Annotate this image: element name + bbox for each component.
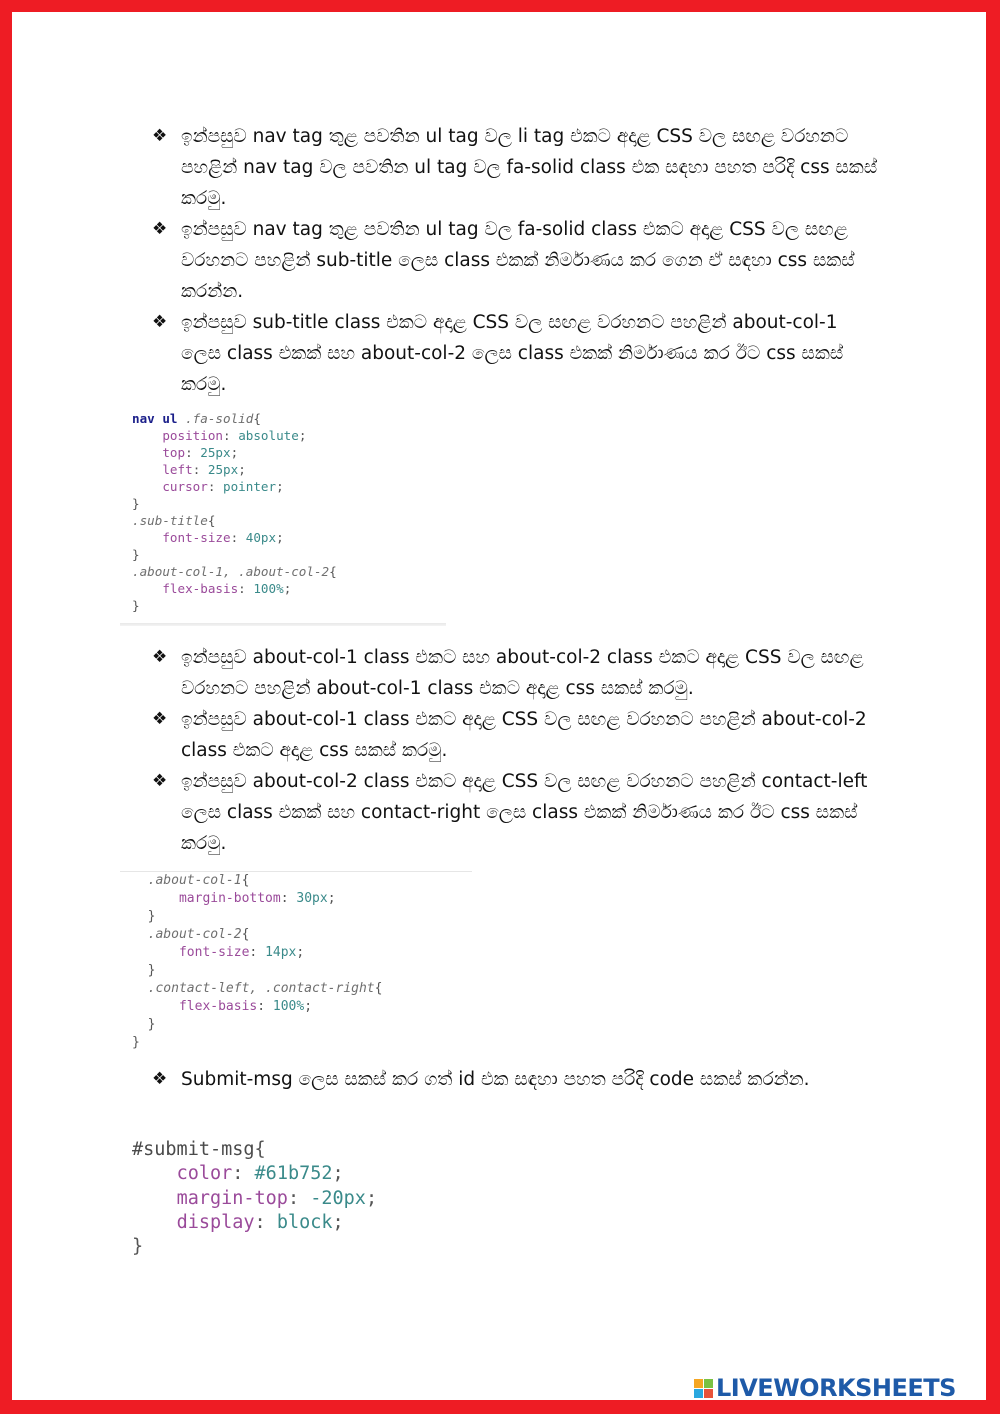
logo-square-3 [694, 1389, 703, 1398]
code-snippet-about-contact [120, 871, 472, 1051]
instruction-text: ඉන්පසුව about-col-1 class එකට අදාළ CSS වල සඟළ වරහනට පහළින් about-col-2 class එකට අදාළ css සකස් කරමු. [181, 709, 867, 761]
code-colon: : [249, 945, 266, 960]
logo-square-2 [704, 1379, 713, 1388]
code-colon: : [192, 462, 208, 477]
code-colon: : [257, 999, 273, 1014]
bullet-diamond-icon: ❖ [152, 647, 168, 667]
code-line [132, 512, 446, 529]
code-value: pointer [223, 479, 277, 494]
code-semicolon: ; [327, 891, 336, 906]
code-brace: } [132, 1236, 144, 1258]
code-value: -20px [310, 1187, 366, 1209]
code-line [132, 962, 472, 980]
code-semicolon: ; [332, 1211, 344, 1233]
logo-text: LIVEWORKSHEETS [716, 1374, 956, 1402]
code-line [132, 580, 446, 597]
code-semicolon: ; [304, 999, 313, 1014]
bullet-diamond-icon: ❖ [152, 126, 168, 146]
instruction-text: ඉන්පසුව about-col-1 class එකට සහ about-col-2 class එකට අදාළ CSS වල සඟළ වරහනට පහළින් about-col-1 class එකට අදාළ css සකස් කරමු. [181, 647, 864, 699]
bullet-diamond-icon: ❖ [152, 709, 168, 729]
code-value: 25px [207, 462, 239, 477]
instruction-text: Submit-msg ලෙස සකස් කර ගත් id එක සඳහා පහත පරිදි code සකස් කරන්න. [181, 1069, 810, 1090]
instruction-item [152, 307, 882, 400]
code-line [132, 461, 446, 478]
code-selector: { [207, 513, 216, 528]
code-selector: { [253, 411, 261, 426]
code-semicolon: ; [283, 581, 292, 596]
logo-square-1 [694, 1379, 703, 1388]
code-line [132, 890, 472, 908]
code-selector: .sub-title [132, 513, 208, 528]
code-selector: .about-col-2 [132, 927, 242, 942]
instruction-text: ඉන්පසුව sub-title class එකට අදාළ CSS වල සඟළ වරහනට පහළින් about-col-1 ලෙස class එකක් සහ about-col-2 ලෙස class එකක් නිර්මාණය කර ඊට css සකස් කරමු. [181, 312, 844, 395]
code-line [132, 495, 446, 512]
code-line [132, 998, 472, 1016]
code-property: margin-bottom [178, 891, 281, 906]
logo-grid-icon [694, 1379, 713, 1398]
code-selector: { [254, 1139, 266, 1160]
code-selector: { [241, 927, 250, 942]
code-selector: nav ul [132, 411, 186, 426]
code-property: margin-top [176, 1187, 288, 1209]
code-semicolon: ; [332, 1163, 344, 1185]
code-property: cursor [162, 479, 208, 494]
code-colon: : [280, 891, 297, 906]
code-property: font-size [178, 945, 250, 960]
code-line [132, 427, 446, 444]
code-selector: .fa-solid [185, 411, 254, 426]
code-value: 100% [253, 581, 284, 596]
code-brace: } [132, 496, 140, 511]
code-line [132, 1138, 420, 1162]
code-property: font-size [162, 530, 231, 545]
code-colon: : [254, 1211, 277, 1233]
code-colon: : [230, 530, 246, 545]
code-brace: } [132, 963, 156, 978]
instruction-item [152, 214, 882, 307]
code-snippet-nav-fa-solid [120, 410, 446, 626]
code-line [132, 908, 472, 926]
code-line [132, 872, 472, 890]
liveworksheets-logo [694, 1374, 956, 1402]
code-property: left [162, 462, 193, 477]
code-selector: #submit-msg [132, 1139, 255, 1160]
code-semicolon: ; [365, 1187, 378, 1209]
code-semicolon: ; [276, 479, 284, 494]
code-value: 14px [265, 945, 297, 960]
code-brace: } [132, 1035, 140, 1050]
code-property: top [162, 445, 186, 460]
code-line [132, 980, 472, 998]
code-snippet-submit-msg [120, 1138, 420, 1259]
code-property: display [176, 1211, 255, 1233]
instruction-list-3 [152, 1064, 842, 1095]
bullet-diamond-icon: ❖ [152, 1069, 168, 1089]
code-line [132, 1016, 472, 1034]
code-line [132, 1162, 420, 1186]
code-line [132, 546, 446, 563]
instruction-item [152, 642, 882, 704]
code-line [132, 597, 446, 614]
code-value: 25px [200, 445, 231, 460]
code-line [132, 410, 446, 427]
code-property: color [176, 1163, 233, 1185]
code-colon: : [223, 428, 239, 443]
code-colon: : [207, 479, 224, 494]
code-value: block [276, 1211, 333, 1233]
code-semicolon: ; [296, 945, 305, 960]
code-brace: } [132, 909, 156, 924]
instruction-item [152, 704, 882, 766]
code-colon: : [287, 1187, 311, 1209]
code-property: flex-basis [178, 999, 258, 1014]
code-selector: .contact-left, .contact-right [132, 981, 375, 996]
code-value: 100% [272, 999, 305, 1014]
code-brace: } [132, 1017, 156, 1032]
instruction-text: ඉන්පසුව nav tag තුළ පවතින ul tag වල fa-solid class එකට අදාළ CSS වල සඟළ වරහනට පහළින් sub-title ලෙස class එකක් නිර්මාණය කර ගෙන ඒ සඳහා css සකස් කරන්න. [181, 219, 855, 302]
code-colon: : [232, 1163, 255, 1185]
instruction-list-2 [152, 642, 882, 859]
code-line [132, 1235, 420, 1259]
code-selector: .about-col-1, .about-col-2 [132, 564, 330, 579]
code-property: position [162, 428, 224, 443]
code-brace: } [132, 547, 140, 562]
instruction-item [152, 1064, 842, 1095]
code-semicolon: ; [276, 530, 284, 545]
instruction-item [152, 766, 882, 859]
code-line [132, 563, 446, 580]
instruction-text: ඉන්පසුව about-col-2 class එකට අදාළ CSS වල සඟළ වරහනට පහළින් contact-left ලෙස class එකක් සහ contact-right ලෙස class එකක් නිර්මාණය කර ඊට css සකස් කරමු. [181, 771, 868, 854]
snippet-bottom-edge [120, 623, 446, 626]
code-semicolon: ; [230, 445, 239, 460]
bullet-diamond-icon: ❖ [152, 219, 168, 239]
code-line [132, 1034, 472, 1052]
code-value: 30px [296, 891, 328, 906]
instruction-text: ඉන්පසුව nav tag තුළ පවතින ul tag වල li tag එකට අදාළ CSS වල සඟළ වරහනට පහළින් nav tag වල පවතින ul tag වල fa-solid class එක සඳහා පහත පරිදි css සකස් කරමු. [181, 126, 878, 209]
instruction-item [152, 121, 882, 214]
code-selector: { [241, 873, 250, 888]
code-selector: { [374, 981, 383, 996]
code-selector: .about-col-1 [132, 873, 242, 888]
code-line [132, 944, 472, 962]
code-selector: { [329, 564, 337, 579]
code-value: absolute [238, 428, 299, 443]
code-semicolon: ; [238, 462, 246, 477]
code-value: 40px [245, 530, 277, 545]
code-line [132, 444, 446, 461]
code-property: flex-basis [162, 581, 239, 596]
code-line [132, 926, 472, 944]
logo-square-4 [704, 1389, 713, 1398]
instruction-list-1 [152, 121, 882, 400]
code-line [132, 478, 446, 495]
code-brace: } [132, 598, 140, 613]
bullet-diamond-icon: ❖ [152, 312, 168, 332]
bullet-diamond-icon: ❖ [152, 771, 168, 791]
code-colon: : [238, 581, 254, 596]
code-line [132, 1187, 420, 1211]
code-colon: : [185, 445, 201, 460]
code-line [132, 529, 446, 546]
code-semicolon: ; [298, 428, 307, 443]
code-value: #61b752 [254, 1163, 333, 1185]
code-line [132, 1211, 420, 1235]
